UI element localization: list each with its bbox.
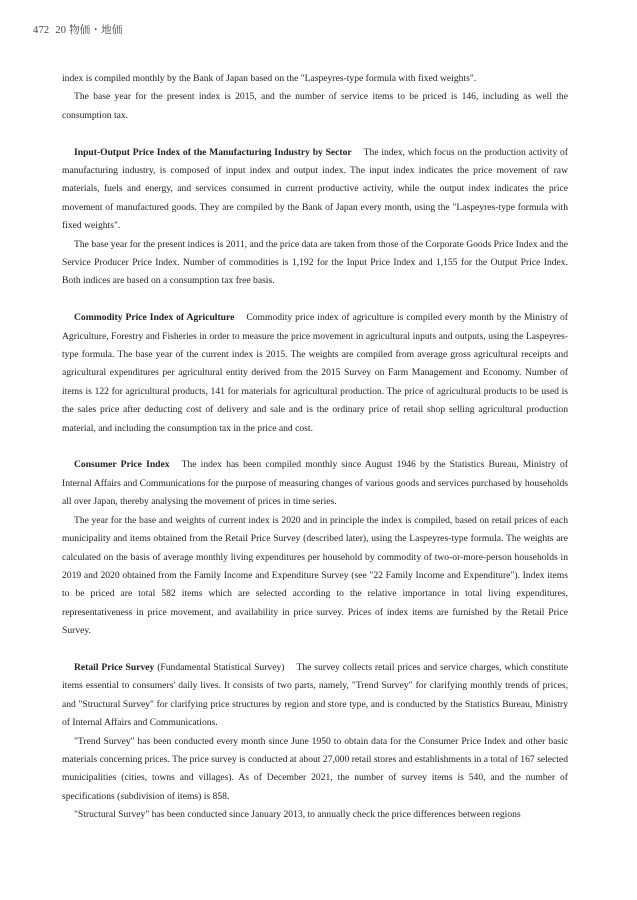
section-title: 20 物価・地価 (55, 25, 123, 36)
section-heading-note: (Fundamental Statistical Survey) (157, 661, 285, 673)
paragraph-retail-price-survey: Retail Price Survey (Fundamental Statistical Survey) The survey collects retail prices and service charges, which constitute items essential to consumers' daily lives. It consists of two parts, namely, "Trend Survey" for clarifying monthly trends of prices, and "Structural Survey" for clarifying price structures by region and store type, and is conducted by the Statistics Bureau, Ministry of Internal Affairs and Communications. (62, 661, 569, 729)
paragraph-agriculture-index: Commodity Price Index of Agriculture Commodity price index of agriculture is compiled every month by the Ministry of Agriculture, Forestry and Fisheries in order to measure the price movement in agricultural inputs and outputs, using the Laspeyres-type formula. The base year of the current index is 2015. The weights are compiled from average gross agricultural receipts and agricultural expenditures per agricultural entity derived from the 2015 Survey on Farm Management and Economy. Number of items is 122 for agricultural products, 141 for materials for agricultural production. The price of agricultural products to be used is the sales price after deducting cost of delivery and sale and is the ordinary price of retail shop selling agricultural production material, and including the consumption tax in the price and cost. (62, 312, 568, 434)
paragraph: "Trend Survey" has been conducted every month since June 1950 to obtain data for the Consumer Price Index and other basic materials concerning prices. The price survey is conducted at about 27,000 retail stores and establishments in a total of 167 selected municipalities (cities, towns and villages). As of December 2021, the number of survey items is 540, and the number of specifications (subdivision of items) is 858. (62, 735, 568, 802)
paragraph-io-price-index: Input-Output Price Index of the Manufacturing Industry by Sector The index, which focus on the production activity of manufacturing industry, is composed of input index and output index. The input index indicates the price movement of raw materials, fuels and energy, and services consumed in current productive activity, while the output index indicates the price movement of manufactured goods. They are compiled by the Bank of Japan every month, using the "Laspeyres-type formula with fixed weights". (62, 146, 568, 232)
section-heading: Input-Output Price Index of the Manufacturing Industry by Sector (74, 146, 352, 158)
section-heading: Retail Price Survey (74, 661, 155, 673)
page-number: 472 (33, 25, 50, 36)
section-heading: Consumer Price Index (74, 459, 170, 471)
paragraph: The base year for the present indices is 2011, and the price data are taken from those of the Corporate Goods Price Index and the Service Producer Price Index. Number of commodities is 1,192 for the Input Price Index and 1,155 for the Output Price Index. Both indices are based on a consumption tax free basis. (62, 238, 568, 287)
paragraph-consumer-price-index: Consumer Price Index The index has been compiled monthly since August 1946 by the Statistics Bureau, Ministry of Internal Affairs and Communications for the purpose of measuring changes of various goods and services purchased by households all over Japan, thereby analysing the movement of prices in time series. (62, 459, 568, 508)
paragraph: "Structural Survey" has been conducted since January 2013, to annually check the price differences between regions (74, 809, 521, 821)
paragraph: The year for the base and weights of current index is 2020 and in principle the index is compiled, based on retail prices of each municipality and items obtained from the Retail Price Survey (described later), using the Laspeyres-type formula. The weights are calculated on the basis of average monthly living expenditures per household by commodity of two-or-more-person households in 2019 and 2020 obtained from the Family Income and Expenditure Survey (see "22 Family Income and Expenditure"). Index items to be priced are total 582 items which are selected according to the relative importance in total living expenditures, representativeness in price movement, and availability in price survey. Prices of index items are furnished by the Retail Price Survey. (62, 514, 568, 637)
section-heading: Commodity Price Index of Agriculture (74, 312, 235, 324)
running-header (33, 22, 123, 37)
paragraph: The base year for the present index is 2015, and the number of service items to be priced is 146, including as well the consumption tax. (62, 91, 568, 121)
paragraph: index is compiled monthly by the Bank of Japan based on the "Laspeyres-type formula with fixed weights". (62, 73, 477, 84)
body-text (62, 70, 568, 825)
